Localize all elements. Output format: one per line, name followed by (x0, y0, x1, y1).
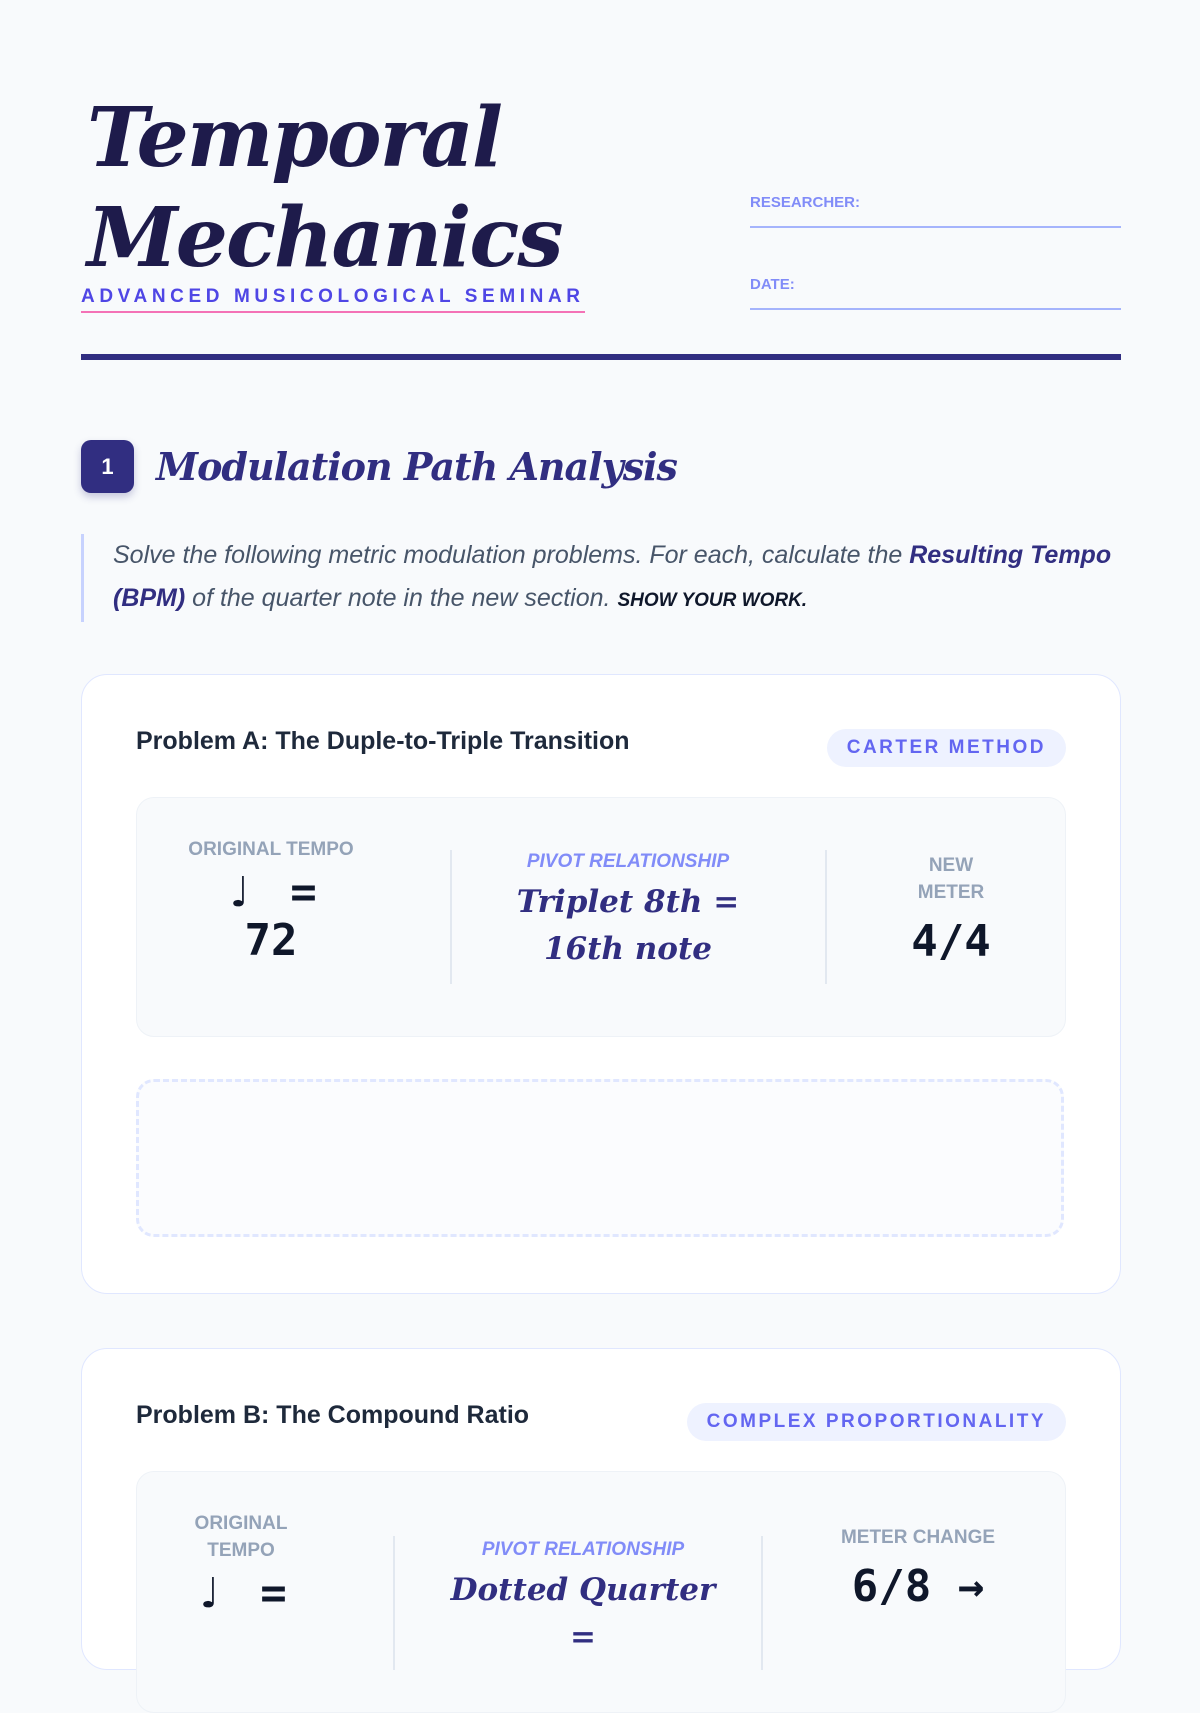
worksheet-header (81, 0, 1121, 362)
new-meter-label: NEW METER (917, 855, 985, 903)
pivot-value: Dotted Quarter = (450, 1572, 716, 1655)
original-tempo-label: ORIGINAL TEMPO (188, 839, 354, 860)
header-divider (81, 354, 1121, 360)
quarter-note-symbol: ♩ = (225, 867, 317, 918)
problem-card-a (81, 674, 1121, 1294)
title-line-1: Temporal (87, 90, 502, 186)
problem-title: Problem A: The Duple-to-Triple Transition (136, 727, 630, 755)
section-header (81, 440, 1121, 494)
problem-parameters (136, 1471, 1066, 1713)
researcher-label: RESEARCHER: (750, 194, 861, 211)
pivot-label: PIVOT RELATIONSHIP (481, 1539, 685, 1560)
show-your-work-note: SHOW YOUR WORK. (617, 590, 808, 611)
pivot-label: PIVOT RELATIONSHIP (526, 851, 730, 872)
researcher-field[interactable] (750, 194, 1121, 228)
date-field[interactable] (750, 276, 1121, 310)
column-divider (393, 1536, 395, 1670)
meter-change-column (813, 1524, 1023, 1611)
original-tempo-label: ORIGINAL TEMPO (194, 1513, 288, 1561)
section-title: Modulation Path Analysis (156, 444, 677, 489)
method-tag: COMPLEX PROPORTIONALITY (687, 1403, 1066, 1441)
pivot-value: Triplet 8th = 16th note (516, 884, 740, 967)
quarter-note-symbol: ♩ = (195, 1568, 287, 1619)
instructions-emphasis: Resulting Tempo (BPM) (113, 541, 1112, 612)
pivot-column (497, 848, 759, 973)
section-number-badge: 1 (81, 440, 134, 493)
problem-parameters (136, 797, 1066, 1037)
original-tempo-column (171, 836, 371, 965)
original-tempo-value: 72 (244, 915, 298, 966)
worksheet-page (81, 0, 1121, 1655)
seminar-subtitle: ADVANCED MUSICOLOGICAL SEMINAR (81, 286, 585, 313)
problem-title: Problem B: The Compound Ratio (136, 1401, 530, 1429)
meter-change-value: 6/8 → (851, 1561, 985, 1612)
page-title (87, 88, 561, 288)
new-meter-value: 4/4 (911, 916, 991, 967)
new-meter-column (861, 852, 1041, 966)
original-tempo-column (181, 1510, 301, 1618)
instructions-part-1: Solve the following metric modulation problems. For each, calculate the (113, 541, 910, 569)
method-tag: CARTER METHOD (827, 729, 1066, 767)
date-label: DATE: (750, 276, 795, 293)
meter-change-label: METER CHANGE (840, 1527, 996, 1548)
column-divider (761, 1536, 763, 1670)
instructions-text (81, 534, 1133, 622)
work-area[interactable] (136, 1079, 1064, 1237)
title-line-2: Mechanics (87, 190, 562, 286)
instructions-part-2: of the quarter note in the new section. (185, 584, 618, 612)
column-divider (450, 850, 452, 984)
column-divider (825, 850, 827, 984)
pivot-column (433, 1536, 733, 1661)
problem-card-b (81, 1348, 1121, 1670)
